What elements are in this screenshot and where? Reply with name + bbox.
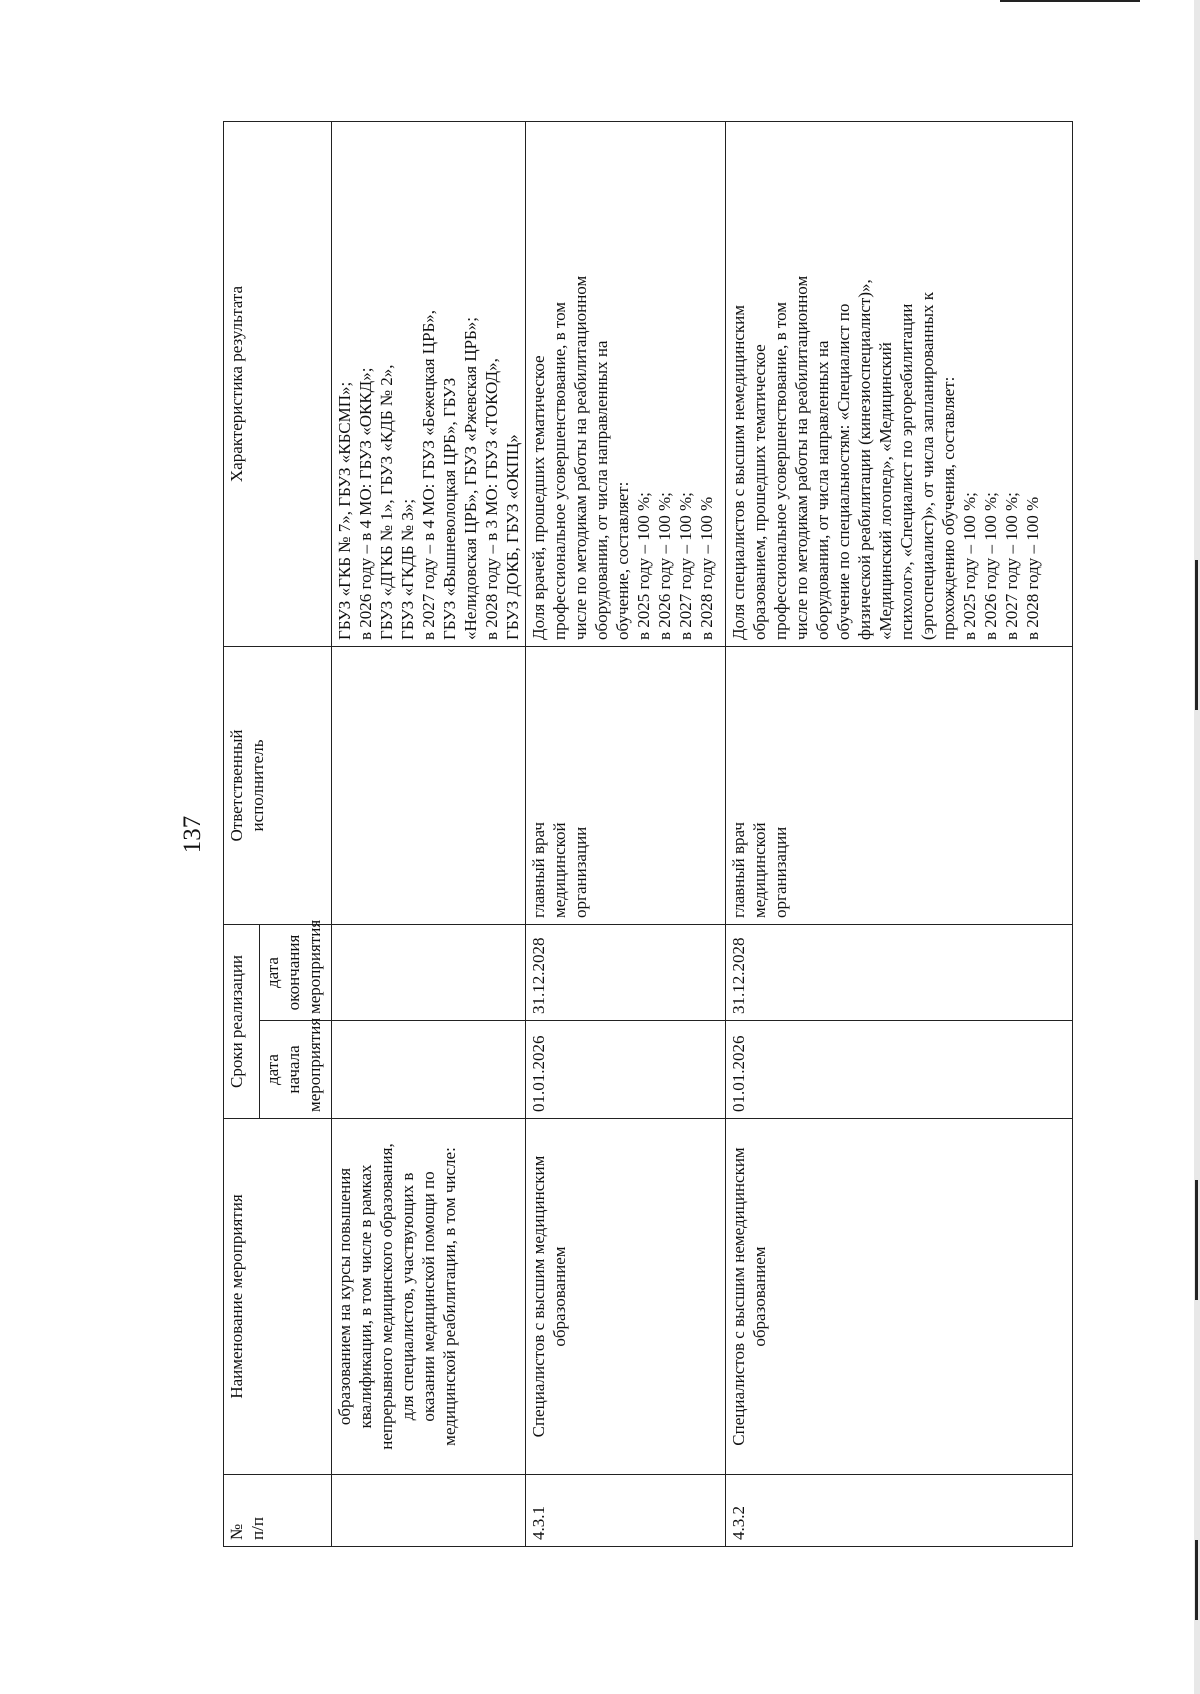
header-end-date: дата окончания мероприятия (260, 925, 332, 1021)
rotated-page (175, 122, 1068, 1547)
cell-start: 01.01.2026 (726, 1021, 1073, 1119)
header-period: Сроки реализации (224, 925, 260, 1119)
cell-end: 31.12.2028 (726, 925, 1073, 1021)
scan-edge-mark (1000, 0, 1140, 2)
scan-edge-mark (1195, 560, 1198, 710)
cell-num (332, 1475, 526, 1547)
header-start-date: дата начала мероприятия (260, 1021, 332, 1119)
cell-name: Специалистов с высшим медицинским образованием (526, 1119, 726, 1475)
table-row (726, 122, 1073, 1547)
cell-start (332, 1021, 526, 1119)
cell-result: Доля специалистов с высшим немедицинским образованием, прошедших тематическое профессиональное усовершенствование, в том числе по методикам работы на реабилитационном оборудовании, от числа направленных на обучение по специальностям: «Специалист по физической реабилитации (кинезиоспециалист)», «Медицинский логопед», «Медицинский психолог», «Специалист по эргореабилитации (эргоспециалист)», от числа запланированных к прохождению обучения, составляет: в 2025 году – 100 %; в 2026 году – 100 %; в 2027 году – 100 %; в 2028 году – 100 % (726, 122, 1073, 647)
cell-result: ГБУЗ «ГКБ № 7», ГБУЗ «КБСМП»; в 2026 году – в 4 МО: ГБУЗ «ОККД»; ГБУЗ «ДГКБ № 1», ГБУЗ «КДБ № 2», ГБУЗ «ГКДБ № 3»; в 2027 году – в 4 МО: ГБУЗ «Бежецкая ЦРБ», ГБУЗ «Вышневолоцкая ЦРБ», ГБУЗ «Нелидовская ЦРБ», ГБУЗ «Ржевская ЦРБ»; в 2028 году – в 3 МО: ГБУЗ «ТОКОД», ГБУЗ ДОКБ, ГБУЗ «ОКПЦ» (332, 122, 526, 647)
header-result: Характеристика результата (224, 122, 332, 647)
cell-name: образованием на курсы повышения квалификации, в том числе в рамках непрерывного медицинского образования, для специалистов, участвующих в оказании медицинской помощи по медицинской реабилитации, в том числе: (332, 1119, 526, 1475)
table-header-row (224, 122, 260, 1547)
table-row (332, 122, 526, 1547)
cell-executor: главный врач медицинской организации (526, 647, 726, 925)
scan-edge-mark (1194, 0, 1200, 1694)
cell-end: 31.12.2028 (526, 925, 726, 1021)
cell-name: Специалистов с высшим немедицинским образованием (726, 1119, 1073, 1475)
page-number: 137 (179, 815, 206, 854)
cell-end (332, 925, 526, 1021)
scan-edge-mark (1195, 1540, 1198, 1620)
activities-table (223, 121, 1073, 1547)
cell-start: 01.01.2026 (526, 1021, 726, 1119)
header-executor: Ответственный исполнитель (224, 647, 332, 925)
cell-num: 4.3.1 (526, 1475, 726, 1547)
scan-edge-mark (1195, 1180, 1198, 1300)
cell-executor: главный врач медицинской организации (726, 647, 1073, 925)
header-name: Наименование мероприятия (224, 1119, 332, 1475)
table-row (526, 122, 726, 1547)
cell-num: 4.3.2 (726, 1475, 1073, 1547)
header-num: № п/п (224, 1475, 332, 1547)
cell-result: Доля врачей, прошедших тематическое профессиональное усовершенствование, в том числе по методикам работы на реабилитационном оборудовании, от числа направленных на обучение, составляет: в 2025 году – 100 %; в 2026 году – 100 %; в 2027 году – 100 %; в 2028 году – 100 % (526, 122, 726, 647)
cell-executor (332, 647, 526, 925)
